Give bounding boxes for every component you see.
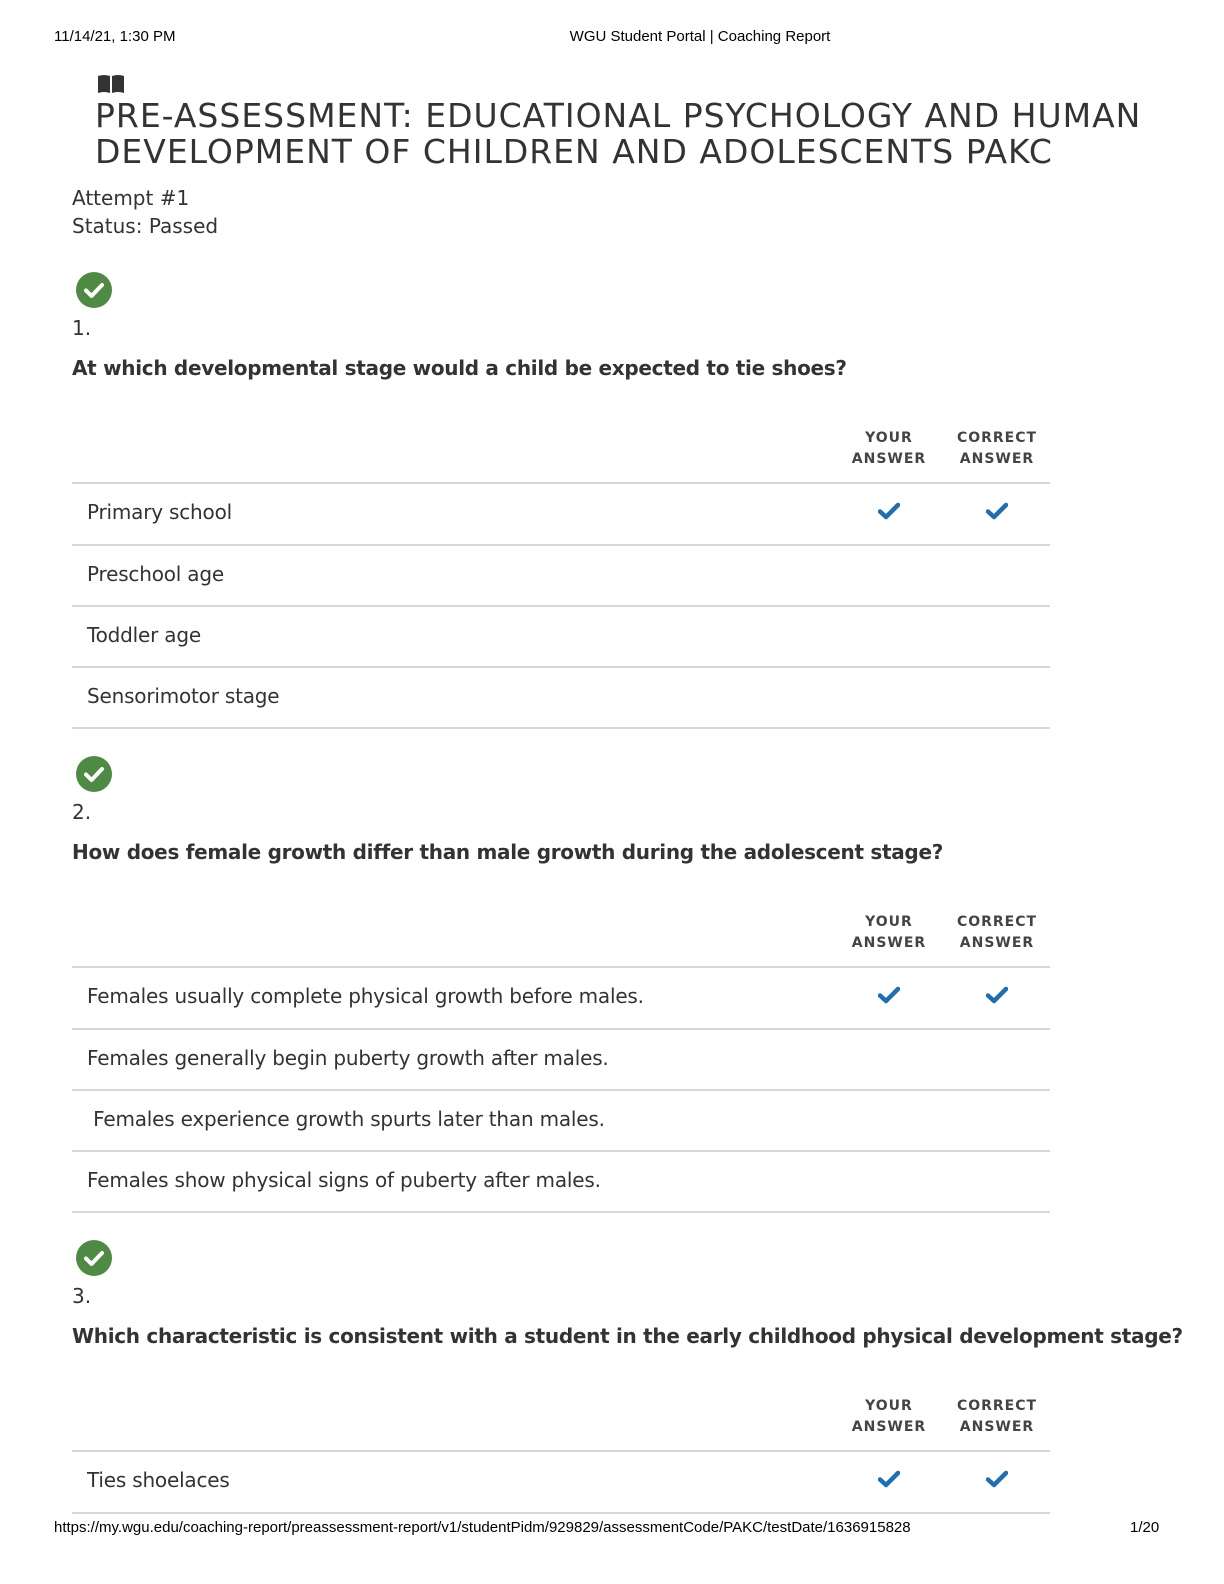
answer-options-table — [72, 1450, 1050, 1514]
column-header-line: CORRECT — [956, 430, 1038, 446]
answer-option-label: Preschool age — [87, 562, 224, 586]
answer-option-label: Females usually complete physical growth before males. — [87, 984, 644, 1008]
check-circle-icon — [76, 1240, 112, 1276]
print-page-title: WGU Student Portal | Coaching Report — [569, 28, 831, 45]
column-header-line: ANSWER — [959, 935, 1035, 951]
question-number: 2. — [72, 800, 92, 824]
print-date: 11/14/21, 1:30 PM — [54, 28, 176, 45]
question-number: 3. — [72, 1284, 92, 1308]
column-header-line: ANSWER — [959, 1419, 1035, 1435]
attempt-info — [72, 184, 218, 240]
your-answer-check-icon — [878, 986, 900, 1004]
column-header-line: CORRECT — [956, 1398, 1038, 1414]
check-circle-icon — [76, 272, 112, 308]
status-text: Status: Passed — [72, 214, 219, 238]
column-header-line: YOUR — [865, 430, 913, 446]
column-header-line: ANSWER — [851, 451, 927, 467]
correct-answer-header — [942, 428, 1052, 470]
print-footer — [0, 1519, 1224, 1541]
attempt-number: Attempt #1 — [72, 186, 190, 210]
question-number: 1. — [72, 316, 92, 340]
answer-option-row — [72, 968, 1050, 1030]
answer-option-label: Females experience growth spurts later than males. — [87, 1107, 605, 1131]
column-header-line: ANSWER — [851, 935, 927, 951]
column-header-line: YOUR — [865, 914, 913, 930]
column-header-line: ANSWER — [851, 1419, 927, 1435]
your-answer-header — [834, 1396, 944, 1438]
answer-option-label: Primary school — [87, 500, 232, 524]
page-url: https://my.wgu.edu/coaching-report/preassessment-report/v1/studentPidm/929829/assessmentCode/PAKC/testDate/1636915828 — [54, 1519, 911, 1536]
your-answer-check-icon — [878, 1470, 900, 1488]
answer-option-row — [72, 546, 1050, 607]
answer-option-label: Females show physical signs of puberty after males. — [87, 1168, 601, 1192]
question-text: At which developmental stage would a child be expected to tie shoes? — [72, 356, 847, 380]
answer-option-label: Toddler age — [87, 623, 201, 647]
answer-option-row — [72, 668, 1050, 729]
answer-option-row — [72, 1452, 1050, 1514]
correct-answer-check-icon — [986, 1470, 1008, 1488]
page-title: PRE-ASSESSMENT: EDUCATIONAL PSYCHOLOGY AND HUMAN DEVELOPMENT OF CHILDREN AND ADOLESCENTS PAKC — [95, 96, 1142, 171]
your-answer-header — [834, 428, 944, 470]
answer-options-table — [72, 482, 1050, 729]
correct-answer-check-icon — [986, 502, 1008, 520]
column-header-line: ANSWER — [959, 451, 1035, 467]
page-number: 1/20 — [1130, 1519, 1160, 1536]
book-icon — [97, 74, 125, 94]
correct-answer-check-icon — [986, 986, 1008, 1004]
answer-option-label: Females generally begin puberty growth after males. — [87, 1046, 609, 1070]
answer-option-label: Sensorimotor stage — [87, 684, 280, 708]
answer-options-table — [72, 966, 1050, 1213]
answer-option-row — [72, 1152, 1050, 1213]
check-circle-icon — [76, 756, 112, 792]
answer-option-row — [72, 607, 1050, 668]
column-header-line: YOUR — [865, 1398, 913, 1414]
answer-option-row — [72, 484, 1050, 546]
answer-option-row — [72, 1091, 1050, 1152]
correct-answer-header — [942, 912, 1052, 954]
answer-option-label: Ties shoelaces — [87, 1468, 230, 1492]
question-text: How does female growth differ than male growth during the adolescent stage? — [72, 840, 944, 864]
column-header-line: CORRECT — [956, 914, 1038, 930]
correct-answer-header — [942, 1396, 1052, 1438]
answer-option-row — [72, 1030, 1050, 1091]
your-answer-check-icon — [878, 502, 900, 520]
question-text: Which characteristic is consistent with a student in the early childhood physical development stage? — [72, 1324, 1183, 1348]
your-answer-header — [834, 912, 944, 954]
